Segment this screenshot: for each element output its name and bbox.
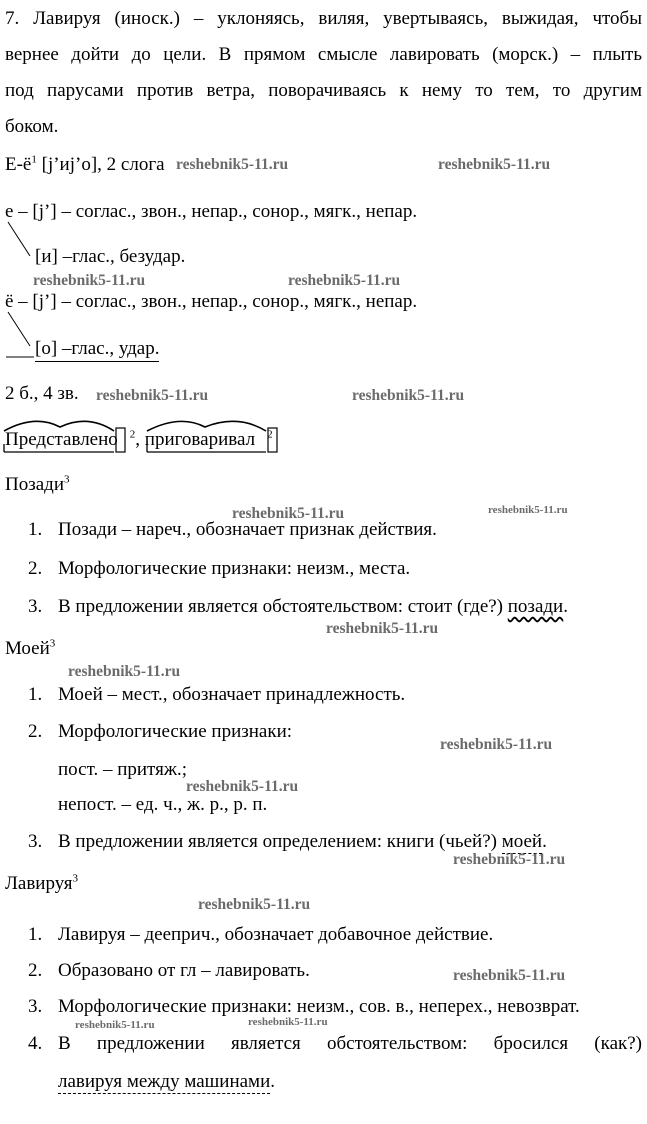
watermark: reshebnik5-11.ru xyxy=(248,1016,328,1028)
phonetic-yo-sub: [о] –глас., удар. xyxy=(35,338,159,360)
list-item: 4. В предложении является обстоятельством: бросился (как?) xyxy=(28,1033,642,1054)
intro-line-3: под парусами против ветра, поворачиваясь к нему то тем, то другим xyxy=(5,80,642,101)
watermark: reshebnik5-11.ru xyxy=(438,156,551,173)
list-item-continuation: лавируя между машинами. xyxy=(58,1071,275,1092)
watermark: reshebnik5-11.ru xyxy=(33,272,146,289)
phonetic-summary: 2 б., 4 зв. xyxy=(5,383,79,404)
morphemic-word-1: Представлено xyxy=(5,429,118,450)
watermark: reshebnik5-11.ru xyxy=(68,663,181,680)
list-item: 2. Морфологические признаки: неизм., места. xyxy=(28,558,411,579)
intro-line-2: вернее дойти до цели. В прямом смысле лавировать (морск.) – плыть xyxy=(5,44,642,65)
list-item: 2. Образовано от гл – лавировать. xyxy=(28,960,310,981)
watermark: reshebnik5-11.ru xyxy=(440,736,553,753)
section-title-pozadi: Позади$^3$ xyxy=(5,473,70,495)
watermark: reshebnik5-11.ru xyxy=(198,896,311,913)
connector-line xyxy=(8,312,30,346)
variable-features: непост. – ед. ч., ж. р., р. п. xyxy=(58,794,268,815)
morphemic-word-2: приговаривал xyxy=(144,429,256,450)
watermark: reshebnik5-11.ru xyxy=(326,620,439,637)
section-title-moei: Моей$^3$ xyxy=(5,637,56,659)
intro-line-4: боком. xyxy=(5,116,59,137)
watermark: reshebnik5-11.ru xyxy=(488,504,568,516)
watermark: reshebnik5-11.ru xyxy=(453,851,566,868)
connector-line xyxy=(8,222,30,256)
list-item: 1. Позади – нареч., обозначает признак действия. xyxy=(28,519,437,540)
phonetic-e-sub: [и] –глас., безудар. xyxy=(35,246,186,267)
section-title-laviruya: Лавируя$^3$ xyxy=(5,872,78,894)
watermark: reshebnik5-11.ru xyxy=(232,505,345,522)
phonetic-heading: $Е-ё^1$ [j’иj’о], 2 слога xyxy=(5,153,165,175)
watermark: reshebnik5-11.ru xyxy=(352,387,465,404)
watermark: reshebnik5-11.ru xyxy=(186,778,299,795)
list-item: 1. Моей – мест., обозначает принадлежность. xyxy=(28,684,406,705)
phonetic-yo-line: ё – [j’] – соглас., звон., непар., сонор., мягк., непар. xyxy=(5,291,418,312)
list-item: 2. Морфологические признаки: xyxy=(28,721,293,742)
list-item: 1. Лавируя – дееприч., обозначает добавочное действие. xyxy=(28,924,494,945)
intro-line-1: 7. Лавируя (иноск.) – уклоняясь, виляя, увертываясь, выжидая, чтобы xyxy=(5,8,642,29)
watermark: reshebnik5-11.ru xyxy=(288,272,401,289)
watermark: reshebnik5-11.ru xyxy=(75,1019,155,1031)
list-item: 3. Морфологические признаки: неизм., сов. в., неперех., невозврат. xyxy=(28,996,580,1017)
morphemic-parse: Представлено $^2$, приговаривал $^2$ xyxy=(5,428,273,450)
watermark: reshebnik5-11.ru xyxy=(453,967,566,984)
phonetic-e-line: е – [j’] – соглас., звон., непар., сонор., мягк., непар. xyxy=(5,201,418,222)
watermark: reshebnik5-11.ru xyxy=(176,156,289,173)
watermark: reshebnik5-11.ru xyxy=(96,387,209,404)
list-item: 3. В предложении является определением: книги (чьей?) моей. xyxy=(28,831,547,852)
constant-features: пост. – притяж.; xyxy=(58,759,187,780)
list-item: 3. В предложении является обстоятельством: стоит (где?) позади. xyxy=(28,596,568,617)
